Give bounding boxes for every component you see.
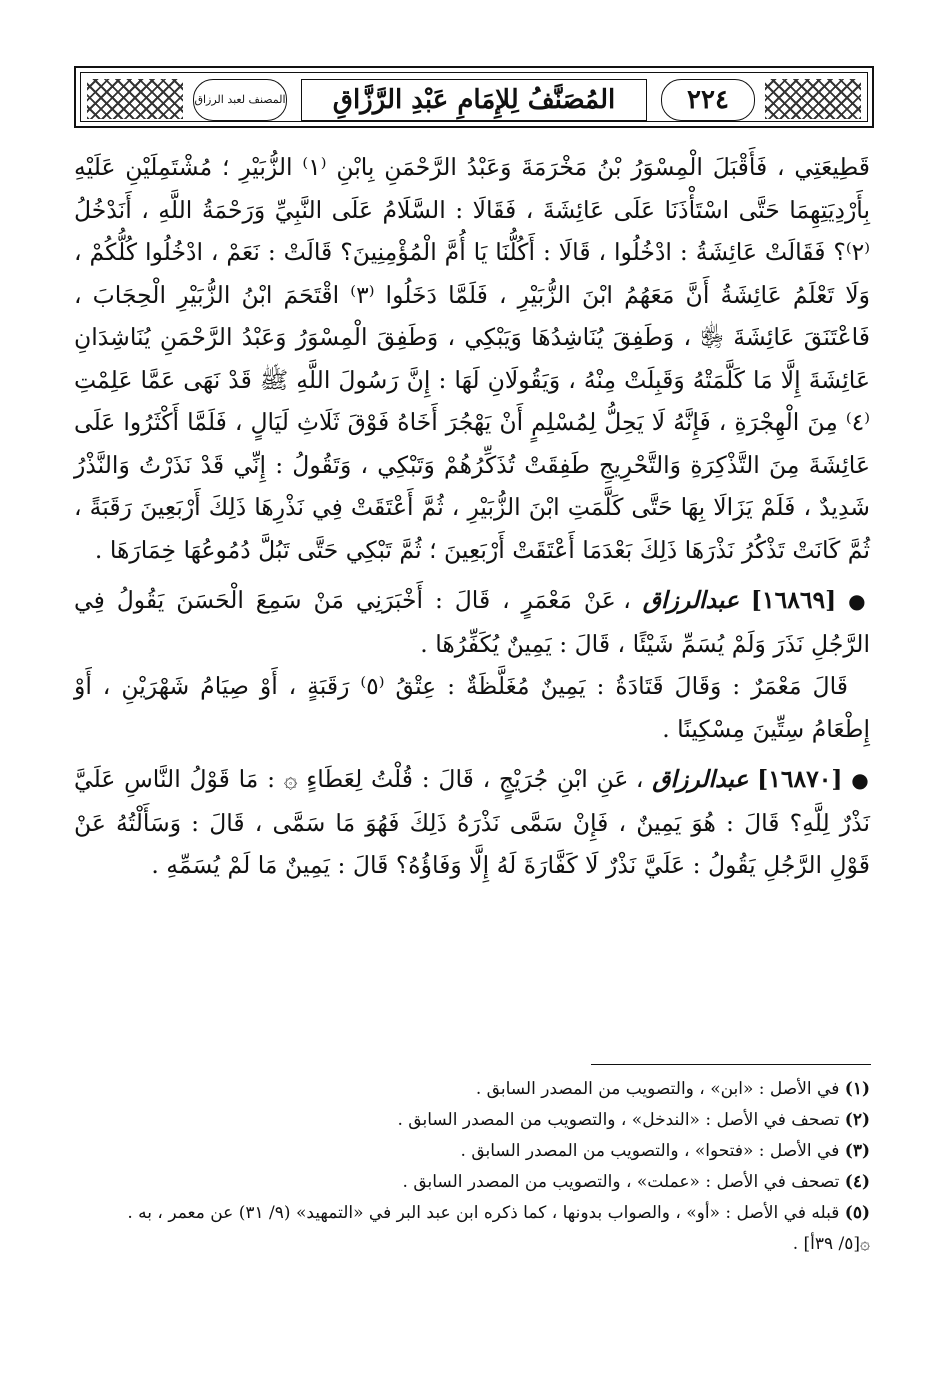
narrative-paragraph: قَطِيعَتِي ، فَأَقْبَلَ الْمِسْوَرُ بْنُ مَخْرَمَةَ وَعَبْدُ الرَّحْمَنِ بِابْنِ ⁽١⁾ الزُّبَيْرِ ؛ مُشْتَمِلَيْنِ عَلَيْهِ بِأَرْدِيَتِهِمَا حَتَّى اسْتَأْذَنَا عَلَى عَائِشَةَ ، فَقَالَا : السَّلَامُ عَلَى النَّبِيِّ وَرَحْمَةُ اللَّهِ ، أَنَدْخُلُ ⁽٢⁾؟ فَقَالَتْ عَائِشَةُ : ادْخُلُوا ، قَالَا : أَكُلُّنَا يَا أُمَّ الْمُؤْمِنِينَ؟ قَالَتْ : نَعَمْ ، ادْخُلُوا كُلُّكُمْ ، وَلَا تَعْلَمُ عَائِشَةُ أَنَّ مَعَهُمُ ابْنَ الزُّبَيْرِ ، فَلَمَّا دَخَلُوا ⁽٣⁾ اقْتَحَمَ ابْنُ الزُّبَيْرِ الْحِجَابَ ، فَاعْتَنَقَ عَائِشَةَ ﵂ ، وَطَفِقَ يُنَاشِدُهَا وَيَبْكِي ، وَطَفِقَ الْمِسْوَرُ وَعَبْدُ الرَّحْمَنِ يُنَاشِدَانِ عَائِشَةَ إِلَّا مَا كَلَّمَتْهُ وَقَبِلَتْ مِنْهُ ، وَيَقُولَانِ لَهَا : إِنَّ رَسُولَ اللَّهِ ﷺ قَدْ نَهَى عَمَّا عَلِمْتِ ⁽٤⁾ مِنَ الْهِجْرَةِ ، فَإِنَّهُ لَا يَحِلُّ لِمُسْلِمٍ أَنْ يَهْجُرَ أَخَاهُ فَوْقَ ثَلَاثِ لَيَالٍ ، فَلَمَّا أَكْثَرُوا عَلَى عَائِشَةَ مِنَ التَّذْكِرَةِ وَالتَّحْرِيجِ طَفِقَتْ تُذَكِّرُهُمْ وَتَبْكِي ، وَتَقُولُ : إِنِّي قَدْ نَذَرْتُ وَالنَّذْرُ شَدِيدٌ ، فَلَمْ يَزَالَا بِهَا حَتَّى كَلَّمَتِ ابْنَ الزُّبَيْرِ ، ثُمَّ أَعْتَقَتْ فِي نَذْرِهَا ذَلِكَ أَرْبَعِينَ رَقَبَةً ، ثُمَّ كَانَتْ تَذْكُرُ نَذْرَهَا ذَلِكَ بَعْدَمَا أَعْتَقَتْ أَرْبَعِينَ ؛ ثُمَّ تَبْكِي حَتَّى تَبُلَّ دُمُوعُهَا خِمَارَهَا . [74,153,871,564]
narrator-name: عبدالرزاق [652,765,749,793]
hadith-text: ، عَنْ مَعْمَرٍ ، قَالَ : أَخْبَرَنِي مَنْ سَمِعَ الْحَسَنَ يَقُولُ فِي الرَّجُلِ نَذَرَ وَلَمْ يُسَمِّ شَيْئًا ، قَالَ : يَمِينٌ يُكَفِّرُهَا . [74,586,870,658]
footnotes [74,1074,870,1260]
header-frame [80,72,868,122]
footnote-2: (٢) تصحف في الأصل : «الندخل» ، والتصويب من المصدر السابق . [397,1110,870,1130]
hadith-addendum: قَالَ مَعْمَرٌ : وَقَالَ قَتَادَةُ : يَمِينٌ مُغَلَّظَةٌ : عِتْقُ ⁽٥⁾ رَقَبَةٍ ، أَوْ صِيَامُ شَهْرَيْنِ ، أَوْ إِطْعَامُ سِتِّينَ مِسْكِينًا . [74,672,870,743]
main-text [74,146,870,887]
book-logo: المصنف لعبد الرزاق [193,79,287,121]
page-number: ٢٢٤ [661,79,755,121]
bullet-icon: ● [848,589,870,613]
footnote-5: (٥) قبله في الأصل : «أو» ، والصواب بدونها ، كما ذكره ابن عبد البر في «التمهيد» (٩/ ٣١) عن معمر ، به . [127,1203,870,1223]
footnote-1: (١) في الأصل : «ابن» ، والتصويب من المصدر السابق . [475,1079,870,1099]
header-ornament-right [765,79,861,119]
bullet-icon: ● [851,768,870,792]
hadith-number: [١٦٨٦٩] [750,586,837,614]
page-header [74,66,874,128]
footnote-divider [591,1064,871,1065]
footnote-4: (٤) تصحف في الأصل : «عملت» ، والتصويب من المصدر السابق . [402,1172,870,1192]
hadith-number: [١٦٨٧٠] [757,765,843,793]
narrator-name: عبدالرزاق [642,586,739,614]
hadith-16870 [74,758,870,887]
header-ornament-left [87,79,183,119]
hadith-text: ، عَنِ ابْنِ جُرَيْجٍ ، قَالَ : قُلْتُ لِعَطَاءٍ ۞ : مَا قَوْلُ النَّاسِ عَلَيَّ نَذْرٌ لِلَّهِ؟ قَالَ : هُوَ يَمِينٌ ، فَإِنْ سَمَّى نَذْرَهُ ذَلِكَ فَهُوَ مَا سَمَّى ، قَالَ : وَسَأَلْتُهُ عَنْ قَوْلِ الرَّجُلِ يَقُولُ : عَلَيَّ نَذْرٌ لَا كَفَّارَةَ لَهُ إِلَّا وَفَاؤُهُ؟ قَالَ : يَمِينٌ مَا لَمْ يُسَمِّهِ . [74,765,870,879]
hadith-16869 [74,579,870,665]
running-title: المُصَنَّفُ لِلإِمَامِ عَبْدِ الرَّزَّاقِ [301,79,647,121]
footnote-3: (٣) في الأصل : «فتحوا» ، والتصويب من المصدر السابق . [460,1141,870,1161]
folio-marker: ۞[٥/ ٣٩أ] . [792,1234,870,1254]
